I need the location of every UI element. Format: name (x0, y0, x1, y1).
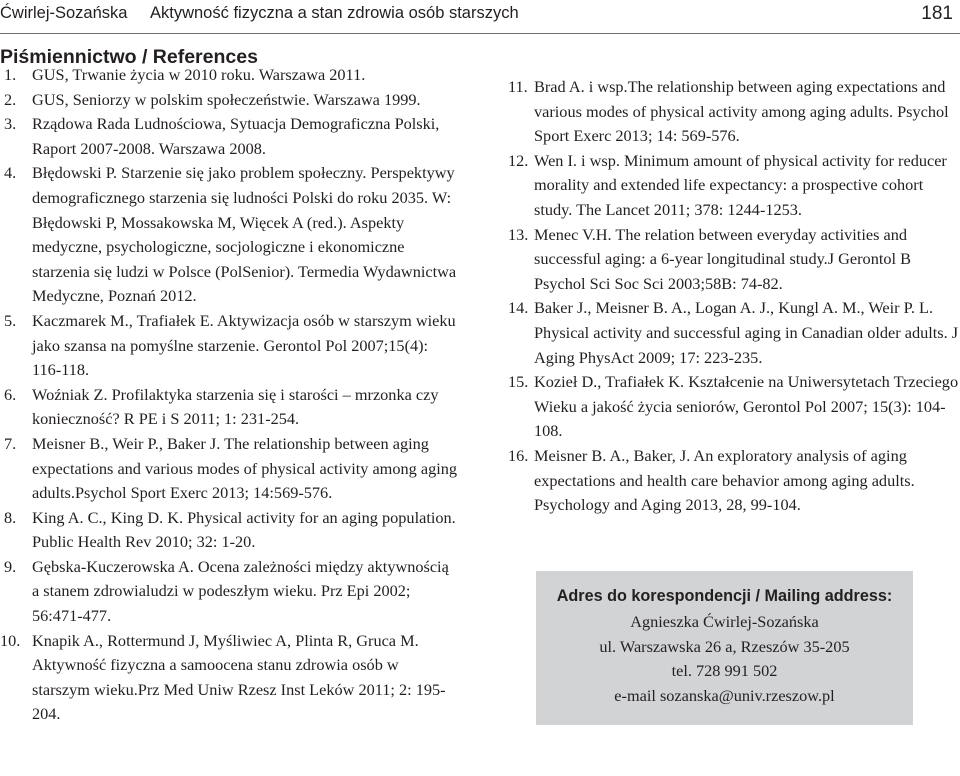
reference-number: 16. (508, 445, 529, 465)
reference-text: GUS, Trwanie życia w 2010 roku. Warszawa 2011. (32, 65, 366, 84)
reference-item (0, 432, 458, 506)
reference-text: Wen I. i wsp. Minimum amount of physical activity for reducer morality and extended life expectancy: a prospective cohort study. The Lancet 2011; 378: 1244-1253. (534, 150, 947, 219)
correspondence-street: ul. Warszawska 26 a, Rzeszów 35-205 (599, 636, 850, 656)
reference-number: 1. (4, 65, 17, 84)
references-title: Piśmiennictwo / References (0, 46, 258, 68)
header-authors: Ćwirlej-Sozańska (0, 4, 128, 22)
reference-item (0, 629, 458, 727)
reference-item (502, 75, 960, 149)
reference-text: Baker J., Meisner B. A., Logan A. J., Kungl A. M., Weir P. L. Physical activity and successful aging in Canadian older adults. J Aging PhysAct 2009; 17: 223-235. (534, 298, 959, 367)
reference-text: Meisner B. A., Baker, J. An exploratory analysis of aging expectations and health care behavior among aging adults. Psychology and Aging 2013, 28, 99-104. (534, 445, 915, 515)
reference-number: 4. (4, 163, 17, 183)
reference-text: King A. C., King D. K. Physical activity for an aging population. Public Health Rev 2010; 32: 1-20. (32, 507, 456, 552)
reference-item (0, 383, 458, 432)
reference-item (0, 161, 458, 309)
references-list-right (502, 75, 960, 518)
reference-item (0, 309, 458, 383)
reference-number: 15. (508, 372, 529, 392)
reference-text: Woźniak Z. Profilaktyka starzenia się i starości – mrzonka czy konieczność? R PE i S 2011; 1: 231-254. (32, 384, 439, 429)
reference-number: 5. (4, 310, 17, 330)
reference-text: Rządowa Rada Ludnościowa, Sytuacja Demograficzna Polski, Raport 2007-2008. Warszawa 2008. (32, 114, 440, 158)
reference-number: 13. (508, 224, 529, 244)
header-title: Aktywność fizyczna a stan zdrowia osób starszych (150, 4, 519, 22)
correspondence-title: Adres do korespondencji / Mailing address: (556, 587, 893, 605)
page-number: 181 (921, 3, 953, 24)
correspondence-email: e-mail sozanska@univ.rzeszow.pl (614, 686, 835, 706)
reference-text: GUS, Seniorzy w polskim społeczeństwie. Warszawa 1999. (32, 89, 421, 109)
reference-item (502, 444, 960, 518)
reference-item (0, 112, 458, 161)
reference-text: Błędowski P. Starzenie się jako problem społeczny. Perspektywy demograficznego starzenia się ludności Polski do roku 2035. W: Błędowski P, Mossakowska M, Więcek A (red.). Aspekty medyczne, psychologiczne, socjologiczne i ekonomiczne starzenia się ludzi w Polsce (PolSenior). Termedia Wydawnictwa Medyczne, Poznań 2012. (32, 163, 457, 306)
reference-number: 9. (4, 556, 17, 576)
reference-number: 10. (0, 630, 21, 650)
reference-item (0, 555, 458, 629)
reference-number: 8. (4, 507, 17, 527)
reference-number: 3. (4, 114, 17, 134)
reference-text: Menec V.H. The relation between everyday activities and successful aging: a 6-year longitudinal study.J Gerontol B Psychol Sci Soc Sci 2003;58B: 74-82. (534, 224, 911, 293)
header-divider (0, 33, 960, 34)
reference-number: 7. (4, 433, 17, 453)
reference-text: Kozieł D., Trafiałek K. Kształcenie na Uniwersytetach Trzeciego Wieku a jakość życia seniorów, Gerontol Pol 2007; 15(3): 104-108. (534, 372, 959, 441)
reference-number: 14. (508, 298, 529, 318)
reference-number: 2. (4, 89, 17, 109)
reference-item (0, 63, 458, 88)
reference-number: 11. (508, 77, 528, 96)
references-list-left (0, 63, 458, 727)
reference-item (502, 296, 960, 370)
reference-text: Brad A. i wsp.The relationship between aging expectations and various modes of physical activity among aging adults. Psychol Sport Exerc 2013; 14: 569-576. (534, 77, 949, 146)
reference-item (502, 223, 960, 297)
correspondence-box (536, 571, 913, 725)
reference-text: Kaczmarek M., Trafiałek E. Aktywizacja osób w starszym wieku jako szansa na pomyślne starzenie. Gerontol Pol 2007;15(4): 116-118. (32, 310, 456, 380)
reference-text: Knapik A., Rottermund J, Myśliwiec A, Plinta R, Gruca M. Aktywność fizyczna a samoocena stanu zdrowia osób w starszym wieku.Prz Med Uniw Rzesz Inst Leków 2011; 2: 195-204. (32, 630, 446, 724)
reference-item (0, 506, 458, 555)
reference-text: Meisner B., Weir P., Baker J. The relationship between aging expectations and various modes of physical activity among aging adults.Psychol Sport Exerc 2013; 14:569-576. (32, 433, 458, 503)
reference-text: Gębska-Kuczerowska A. Ocena zależności między aktywnością a stanem zdrowialudzi w podeszłym wieku. Prz Epi 2002; 56:471-477. (32, 556, 449, 626)
correspondence-name: Agnieszka Ćwirlej-Sozańska (630, 612, 819, 631)
reference-number: 6. (4, 384, 17, 404)
reference-item (0, 88, 458, 113)
reference-number: 12. (508, 150, 529, 170)
reference-item (502, 370, 960, 444)
running-header (0, 4, 960, 26)
correspondence-phone: tel. 728 991 502 (671, 661, 778, 681)
reference-item (502, 149, 960, 223)
